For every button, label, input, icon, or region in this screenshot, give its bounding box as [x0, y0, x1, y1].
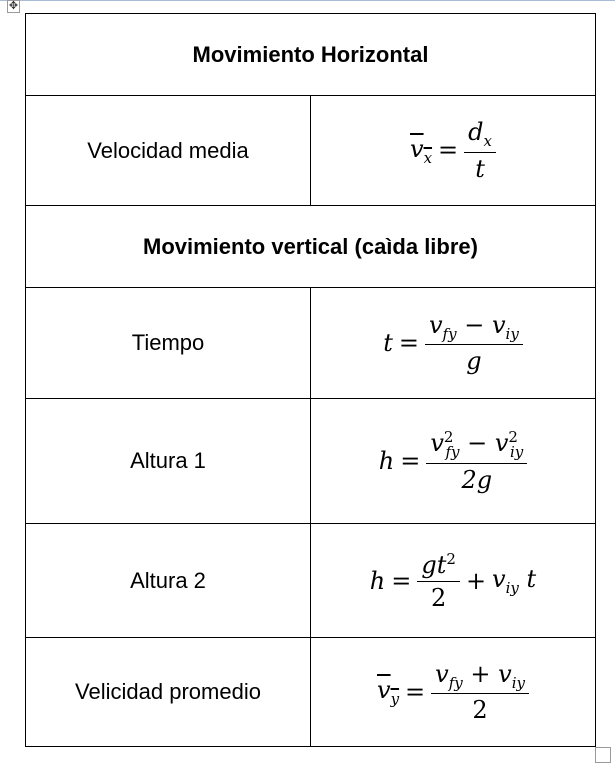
formula: $v_x$ = $\frac{d_x}{t}$: [410, 118, 496, 183]
row-label: Tiempo: [26, 288, 311, 399]
table-move-handle-icon[interactable]: ✥: [8, 0, 19, 12]
row-label: Altura 2: [26, 524, 311, 638]
formula: h = $\frac{gt^2}{2}$ + $v_{iy}$ t: [369, 549, 537, 612]
formula-cell: [311, 524, 596, 638]
formula-cell: [311, 288, 596, 399]
section-header-vertical: Movimiento vertical (caìda libre): [26, 206, 596, 288]
formula-cell: [311, 399, 596, 524]
formula: h = $\frac{v^2_{fy} - v^2_{iy}}{2g}$: [379, 428, 528, 494]
section-header-horizontal: Movimiento Horizontal: [26, 14, 596, 96]
row-label: Altura 1: [26, 399, 311, 524]
formula-table: [25, 13, 596, 747]
ruler-line: [0, 0, 615, 1]
row-label: Velicidad promedio: [26, 638, 311, 747]
formula: t = $\frac{v_{fy} - v_{iy}}{g}$: [383, 311, 523, 376]
formula-cell: [311, 96, 596, 206]
formula-cell: [311, 638, 596, 747]
formula: $v_y$ = $\frac{v_{fy} + v_{iy}}{2}$: [377, 660, 529, 725]
row-label: Velocidad media: [26, 96, 311, 206]
